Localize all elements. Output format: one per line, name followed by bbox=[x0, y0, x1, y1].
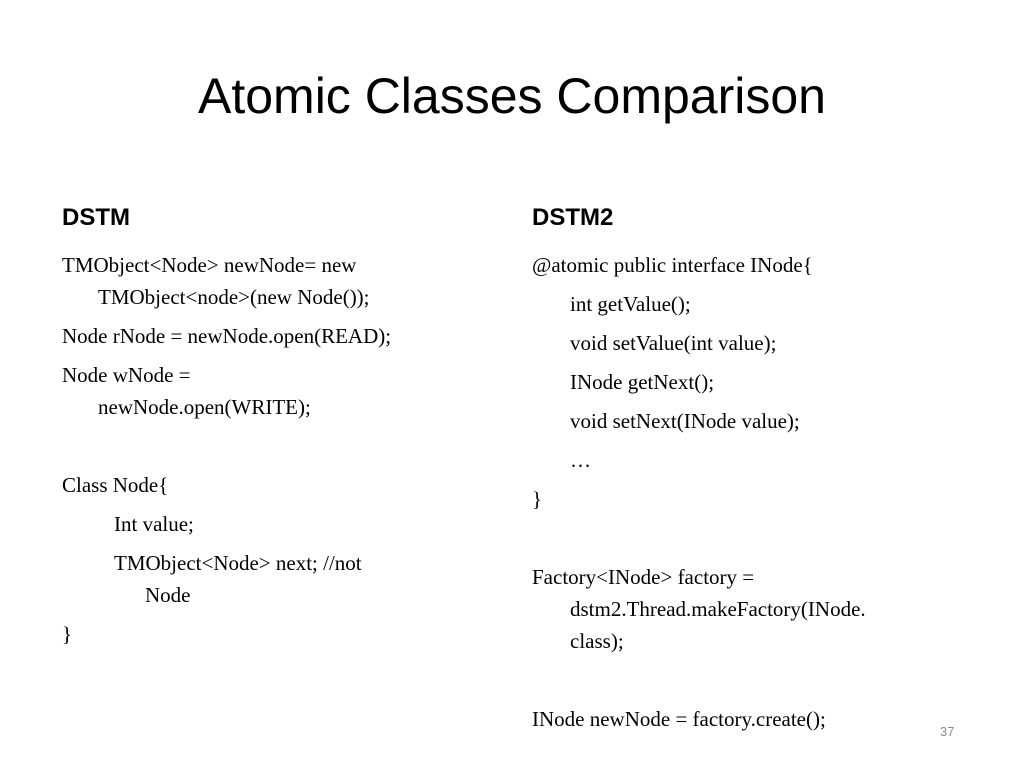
left-code-line: Class Node{ bbox=[62, 473, 169, 497]
slide-number: 37 bbox=[940, 724, 955, 739]
left-column-heading: DSTM bbox=[62, 204, 130, 231]
left-code-line: Node rNode = newNode.open(READ); bbox=[62, 324, 392, 348]
right-code-line: INode newNode = factory.create(); bbox=[532, 707, 826, 731]
right-code-line: @atomic public interface INode{ bbox=[532, 253, 813, 277]
left-code-line: TMObject<node>(new Node()); bbox=[98, 285, 370, 309]
left-code-line: TMObject<Node> newNode= new bbox=[62, 253, 357, 277]
right-code-line: void setNext(INode value); bbox=[570, 409, 800, 433]
right-code-line: INode getNext(); bbox=[570, 370, 715, 394]
slide-title: Atomic Classes Comparison bbox=[198, 68, 826, 124]
right-code-line: … bbox=[570, 448, 591, 472]
left-code-line: Node bbox=[145, 583, 191, 607]
right-code-line: class); bbox=[570, 629, 624, 653]
right-code-line: } bbox=[532, 487, 543, 511]
right-code-line: dstm2.Thread.makeFactory(INode. bbox=[570, 597, 866, 621]
left-code-line: TMObject<Node> next; //not bbox=[114, 551, 362, 575]
left-code-line: newNode.open(WRITE); bbox=[98, 395, 311, 419]
left-code-line: Node wNode = bbox=[62, 363, 191, 387]
right-column-heading: DSTM2 bbox=[532, 204, 614, 231]
left-code-line: } bbox=[62, 622, 73, 646]
right-code-line: void setValue(int value); bbox=[570, 331, 777, 355]
left-code-line: Int value; bbox=[114, 512, 194, 536]
right-code-line: int getValue(); bbox=[570, 292, 691, 316]
right-code-line: Factory<INode> factory = bbox=[532, 565, 755, 589]
